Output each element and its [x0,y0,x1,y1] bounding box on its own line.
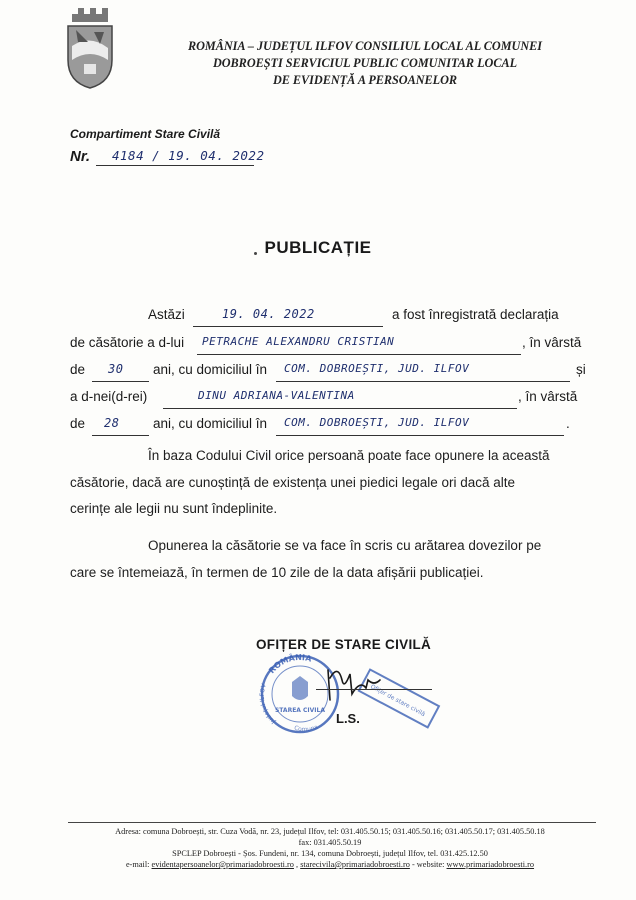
registered-text: a fost înregistrată declarația [392,307,559,322]
today-value: 19. 04. 2022 [222,307,315,321]
signature-title: OFIȚER DE STARE CIVILĂ [256,637,432,652]
official-stamp-icon [256,650,441,740]
stamp-left-text: Județul ILFOV [258,683,277,726]
bride-domicile-label: ani, cu domiciliul în [153,416,268,431]
groom-age-value: 30 [108,362,124,376]
paragraph-1-line-3: cerințe ale legii nu sunt îndeplinite. [70,501,278,516]
institution-header [130,38,600,89]
footer-spclep: SPCLEP Dobroești - Șos. Fundeni, nr. 134, comuna Dobroești, județul Ilfov, tel. 031.425.12.50 [172,849,488,858]
legal-paragraph-2 [70,533,590,586]
email-link-2[interactable]: starecivila@primariadobroesti.ro [300,860,410,869]
stamp-right-text: Ofițer de stare civilă [369,683,427,719]
registry-number-value: 4184 / 19. 04. 2022 [112,148,265,163]
and-label: și [576,362,586,377]
paragraph-1-line-2: căsătorie, dacă are cunoștință de existența unei piedici legale ori dacă alte [70,474,516,490]
bride-age-field [92,418,149,436]
signature-line [316,689,432,690]
svg-text:Județul ILFOV [259,682,278,726]
stamp-bottom-text: Comuna [293,723,320,734]
bride-age-label: , în vârstă [518,389,578,404]
legal-paragraph-1 [70,443,590,523]
ls-label: L.S. [336,711,360,726]
email-link-1[interactable]: evidentapersoanelor@primariadobroesti.ro [151,860,294,869]
groom-domicile-value: COM. DOBROEȘTI, JUD. ILFOV [284,362,470,375]
header-line-2: DOBROEȘTI SERVICIUL PUBLIC COMUNITAR LOCAL [212,56,518,70]
coat-of-arms-icon [64,8,116,90]
groom-age-label: , în vârstă [522,335,582,350]
email-label: e-mail: [125,860,150,869]
footer-address: Adresa: comuna Dobroești, str. Cuza Vodă, nr. 23, județul Ilfov, tel: 031.405.50.15; 031.405.50.16; 031.405.50.17; 031.405.50.18 [115,827,545,836]
de-label-2: de [70,416,86,431]
groom-domicile-label: ani, cu domiciliul în [153,362,268,377]
today-label: Astăzi [148,307,185,322]
footer-contact [60,859,600,870]
bride-age-value: 28 [104,416,120,430]
email-separator: , [296,860,299,869]
bride-label: a d-nei(d-rei) [70,389,148,404]
svg-text:ROMÂNIA [267,651,313,675]
bride-domicile-value: COM. DOBROEȘTI, JUD. ILFOV [284,416,470,429]
department-label: Compartiment Stare Civilă [70,127,221,141]
paragraph-2-line-2: care se întemeiază, în termen de 10 zile de la data afișării publicației. [70,564,484,580]
footer-fax: fax: 031.405.50.19 [298,838,362,847]
stamp-top-text: ROMÂNIA [267,652,313,676]
header-line-3: DE EVIDENȚĂ A PERSOANELOR [272,73,458,87]
footer [60,826,600,870]
bride-name-value: DINU ADRIANA-VALENTINA [198,389,355,402]
paragraph-1-line-1: În baza Codului Civil orice persoană poate face opunere la această [148,448,550,463]
registry-number-line [96,165,254,166]
website-link[interactable]: www.primariadobroesti.ro [446,860,535,869]
website-label: - website: [411,860,445,869]
groom-name-value: PETRACHE ALEXANDRU CRISTIAN [202,335,395,348]
de-label-1: de [70,362,86,377]
marriage-text: de căsătorie a d-lui [70,335,185,350]
paragraph-2-line-1: Opunerea la căsătorie se va face în scris cu arătarea dovezilor pe [148,538,542,553]
period-mark: . [566,416,570,431]
svg-text:Comuna [293,724,319,734]
stamp-center-text: STAREA CIVILĂ [274,707,326,714]
document-title: PUBLICAȚIE [264,238,372,257]
header-line-1: ROMÂNIA – JUDEȚUL ILFOV CONSILIUL LOCAL AL COMUNEI [187,39,543,53]
registry-number-label: Nr. [70,148,91,165]
footer-divider [68,822,596,823]
